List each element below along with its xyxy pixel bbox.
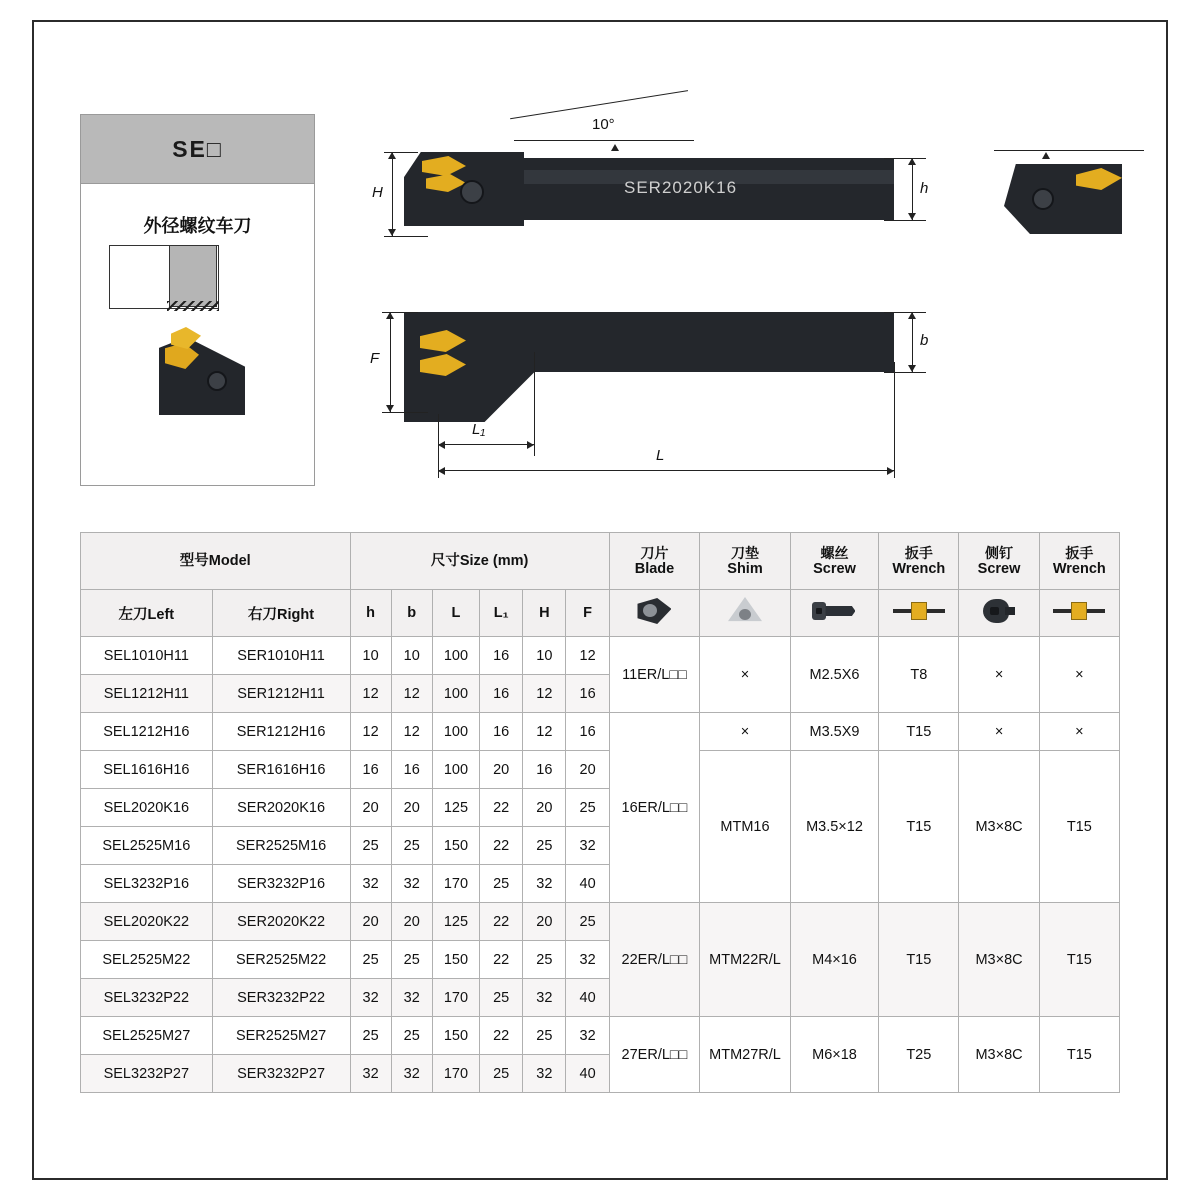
cell-L1: 22 [480,941,523,979]
dim-H-arrow-bottom [388,229,396,236]
cell-right-model: SER3232P27 [212,1055,350,1093]
dim-h-ext-bottom [884,220,926,221]
tool-code-engraving: SER2020K16 [624,178,738,197]
cell-F: 40 [566,1055,609,1093]
dim-F-line [390,312,391,412]
cell-left-model: SEL3232P22 [81,979,213,1017]
table-row [81,751,1120,789]
cell-screw: M4×16 [790,903,878,1017]
dim-L-label: L [656,447,665,464]
cell-h: 25 [350,1017,391,1055]
cell-b: 20 [391,789,432,827]
cell-L: 170 [432,1055,479,1093]
cell-L: 100 [432,751,479,789]
cell-h: 20 [350,789,391,827]
header-blade-cn: 刀片 [640,544,669,561]
cell-shim: × [700,713,791,751]
dim-L-line [438,470,894,471]
cell-shim: MTM16 [700,751,791,903]
cell-wrench2: T15 [1039,751,1119,903]
dim-b-ext-bottom [884,372,926,373]
cell-left-model: SEL1212H16 [81,713,213,751]
table-row [81,713,1120,751]
cell-L: 100 [432,713,479,751]
cell-b: 25 [391,941,432,979]
table-body [81,637,1120,1093]
cell-screw: M2.5X6 [790,637,878,713]
wrench-icon [893,602,945,620]
side-view-angle-arrow [1042,152,1050,159]
angle-arrow-up [611,144,619,151]
cell-h: 16 [350,751,391,789]
side-view-screw [1032,188,1054,210]
cell-wrench2: × [1039,713,1119,751]
specification-table [80,532,1120,1093]
cell-F: 40 [566,865,609,903]
cell-h: 32 [350,979,391,1017]
cell-left-model: SEL2020K22 [81,903,213,941]
cell-wrench2: T15 [1039,903,1119,1017]
shim-icon-cell [700,590,791,637]
cell-F: 16 [566,675,609,713]
dim-b-label: b [920,332,929,349]
cell-H: 16 [523,751,566,789]
cell-L: 125 [432,789,479,827]
dim-h-line [912,158,913,220]
cell-left-model: SEL2020K16 [81,789,213,827]
cell-L1: 22 [480,789,523,827]
cell-b: 20 [391,903,432,941]
cell-H: 32 [523,1055,566,1093]
blade-icon-cell [609,590,700,637]
cell-b: 25 [391,827,432,865]
cell-L1: 25 [480,865,523,903]
cell-b: 25 [391,1017,432,1055]
dim-F-ext-bottom [382,412,428,413]
header-L1: L₁ [480,590,523,637]
header-shim-cn: 刀垫 [731,544,759,561]
cell-side-screw: × [959,637,1039,713]
cell-blade: 22ER/L□□ [609,903,700,1017]
cell-wrench: T8 [879,637,959,713]
header-side-screw-cn: 侧钉 [985,544,1014,561]
cell-L: 100 [432,675,479,713]
cell-L1: 16 [480,637,523,675]
cell-F: 25 [566,903,609,941]
header-F: F [566,590,609,637]
angle-reference-line [514,140,694,141]
cell-b: 12 [391,713,432,751]
cell-right-model: SER2525M27 [212,1017,350,1055]
cell-h: 12 [350,675,391,713]
dim-L1-ext-right [534,352,535,456]
header-blade [609,533,700,590]
cell-shim: MTM22R/L [700,903,791,1017]
cell-left-model: SEL1010H11 [81,637,213,675]
cell-left-model: SEL2525M16 [81,827,213,865]
cell-wrench2: × [1039,637,1119,713]
header-shim-en: Shim [727,560,763,577]
side-view-reference-line [994,150,1144,151]
header-wrench2-cn: 扳手 [1065,544,1094,561]
badge-code: SE□ [172,135,223,162]
dim-F-arrow-top [386,312,394,319]
badge-illustration [109,245,289,445]
clamp-screw [460,180,484,204]
header-L: L [432,590,479,637]
dim-L1-line [438,444,534,445]
cell-blade: 27ER/L□□ [609,1017,700,1093]
wrench2-icon-cell [1039,590,1119,637]
cell-L1: 25 [480,979,523,1017]
cell-L1: 16 [480,675,523,713]
table-row [81,903,1120,941]
cell-screw: M3.5X9 [790,713,878,751]
dim-H-ext-bottom [384,236,428,237]
cell-b: 10 [391,637,432,675]
cell-side-screw: M3×8C [959,903,1039,1017]
side-screw-icon-cell [959,590,1039,637]
dim-h-arrow-bottom [908,213,916,220]
header-screw [790,533,878,590]
dim-H-label: H [372,184,383,201]
cell-side-screw: × [959,713,1039,751]
cell-h: 32 [350,865,391,903]
cell-b: 16 [391,751,432,789]
dim-L1-label: L₁ [472,421,486,438]
cell-L: 150 [432,1017,479,1055]
cell-right-model: SER2020K16 [212,789,350,827]
cell-wrench: T15 [879,903,959,1017]
cell-L1: 20 [480,751,523,789]
side-screw-icon [983,599,1015,623]
wrench-icon [1053,602,1105,620]
cell-F: 12 [566,637,609,675]
cell-right-model: SER2525M22 [212,941,350,979]
cell-L: 125 [432,903,479,941]
dim-F-label: F [370,350,380,367]
screw-icon [812,602,856,620]
cell-screw: M3.5×12 [790,751,878,903]
cell-right-model: SER1212H11 [212,675,350,713]
cell-left-model: SEL1212H11 [81,675,213,713]
cell-b: 32 [391,865,432,903]
badge-tool-icon [149,307,279,437]
cell-left-model: SEL3232P27 [81,1055,213,1093]
cell-H: 32 [523,979,566,1017]
cell-L1: 22 [480,903,523,941]
dim-b-arrow-bottom [908,365,916,372]
content-frame [32,20,1168,1180]
header-wrench-en: Wrench [892,560,946,577]
table-row [81,1017,1120,1055]
cell-H: 20 [523,789,566,827]
cell-h: 32 [350,1055,391,1093]
cell-H: 20 [523,903,566,941]
insert-blade-icon [637,598,671,624]
plan-view-drawing [364,292,929,482]
wrench-icon-cell [879,590,959,637]
cell-F: 32 [566,827,609,865]
header-shim [700,533,791,590]
cell-H: 25 [523,941,566,979]
dim-b-arrow-top [908,312,916,319]
header-wrench-cn: 扳手 [904,544,933,561]
header-wrench2-en: Wrench [1052,560,1106,577]
dim-H-line [392,152,393,236]
cell-blade: 16ER/L□□ [609,713,700,903]
cell-h: 25 [350,827,391,865]
side-view-drawing [984,142,1164,252]
header-screw-en: Screw [813,560,856,577]
cell-H: 32 [523,865,566,903]
cell-L: 100 [432,637,479,675]
header-b: b [391,590,432,637]
cell-F: 20 [566,751,609,789]
cell-right-model: SER1010H11 [212,637,350,675]
cell-h: 10 [350,637,391,675]
header-side-screw-en: Screw [977,560,1021,577]
header-H: H [523,590,566,637]
cell-wrench: T15 [879,751,959,903]
header-screw-cn: 螺丝 [820,544,849,561]
cell-right-model: SER1212H16 [212,713,350,751]
cell-L: 150 [432,941,479,979]
cell-L1: 22 [480,1017,523,1055]
table-row [81,637,1120,675]
cell-L: 170 [432,865,479,903]
technical-drawing-area [34,22,1166,522]
cell-blade: 11ER/L□□ [609,637,700,713]
cell-b: 32 [391,1055,432,1093]
dim-F-ext-top [382,312,418,313]
dim-L1-arrow-left [438,441,445,449]
cell-h: 25 [350,941,391,979]
header-h: h [350,590,391,637]
cell-right-model: SER2020K22 [212,903,350,941]
dim-L1-arrow-right [527,441,534,449]
dim-H-ext-top [384,152,418,153]
cell-screw: M6×18 [790,1017,878,1093]
dim-h-label: h [920,180,929,197]
cell-right-model: SER3232P22 [212,979,350,1017]
dim-b-line [912,312,913,372]
cell-side-screw: M3×8C [959,751,1039,903]
dim-F-arrow-bottom [386,405,394,412]
cell-left-model: SEL3232P16 [81,865,213,903]
cell-left-model: SEL2525M27 [81,1017,213,1055]
dim-h-arrow-top [908,158,916,165]
cell-left-model: SEL2525M22 [81,941,213,979]
cell-left-model: SEL1616H16 [81,751,213,789]
cell-side-screw: M3×8C [959,1017,1039,1093]
cell-right-model: SER2525M16 [212,827,350,865]
cell-right-model: SER1616H16 [212,751,350,789]
dim-L-arrow-left [438,467,445,475]
header-blade-en: Blade [634,560,675,577]
cell-h: 12 [350,713,391,751]
cell-b: 12 [391,675,432,713]
cell-F: 32 [566,1017,609,1055]
header-right: 右刀Right [212,590,350,637]
cell-F: 32 [566,941,609,979]
product-badge [80,114,315,486]
cell-shim: MTM27R/L [700,1017,791,1093]
dim-b-ext-top [884,312,926,313]
dim-H-arrow-top [388,152,396,159]
cell-L: 170 [432,979,479,1017]
angle-label: 10° [592,116,615,133]
cell-H: 12 [523,713,566,751]
dim-L-ext-left [438,414,439,478]
cell-L1: 22 [480,827,523,865]
cell-L1: 25 [480,1055,523,1093]
cell-L: 150 [432,827,479,865]
cell-F: 16 [566,713,609,751]
cell-F: 40 [566,979,609,1017]
cell-wrench: T15 [879,713,959,751]
screw-shape [207,371,227,391]
workpiece-shaded [169,245,217,307]
header-wrench2 [1039,533,1119,590]
header-size: 尺寸Size (mm) [350,533,609,590]
dim-L-arrow-right [887,467,894,475]
cell-H: 10 [523,637,566,675]
cell-h: 20 [350,903,391,941]
cell-wrench: T25 [879,1017,959,1093]
header-left: 左刀Left [81,590,213,637]
header-wrench [879,533,959,590]
screw-icon-cell [790,590,878,637]
badge-title: 外径螺纹车刀 [143,216,252,236]
cell-b: 32 [391,979,432,1017]
cell-L1: 16 [480,713,523,751]
badge-code-banner [81,115,314,184]
top-view-drawing [364,116,929,278]
cell-shim: × [700,637,791,713]
plan-view-shank [474,312,894,372]
dim-h-ext-top [884,158,926,159]
cell-H: 12 [523,675,566,713]
shim-icon [728,597,762,625]
dim-L-ext-right [894,362,895,478]
cell-F: 25 [566,789,609,827]
cell-right-model: SER3232P16 [212,865,350,903]
cell-H: 25 [523,1017,566,1055]
header-side-screw [959,533,1039,590]
cell-H: 25 [523,827,566,865]
cell-wrench2: T15 [1039,1017,1119,1093]
header-model: 型号Model [81,533,351,590]
